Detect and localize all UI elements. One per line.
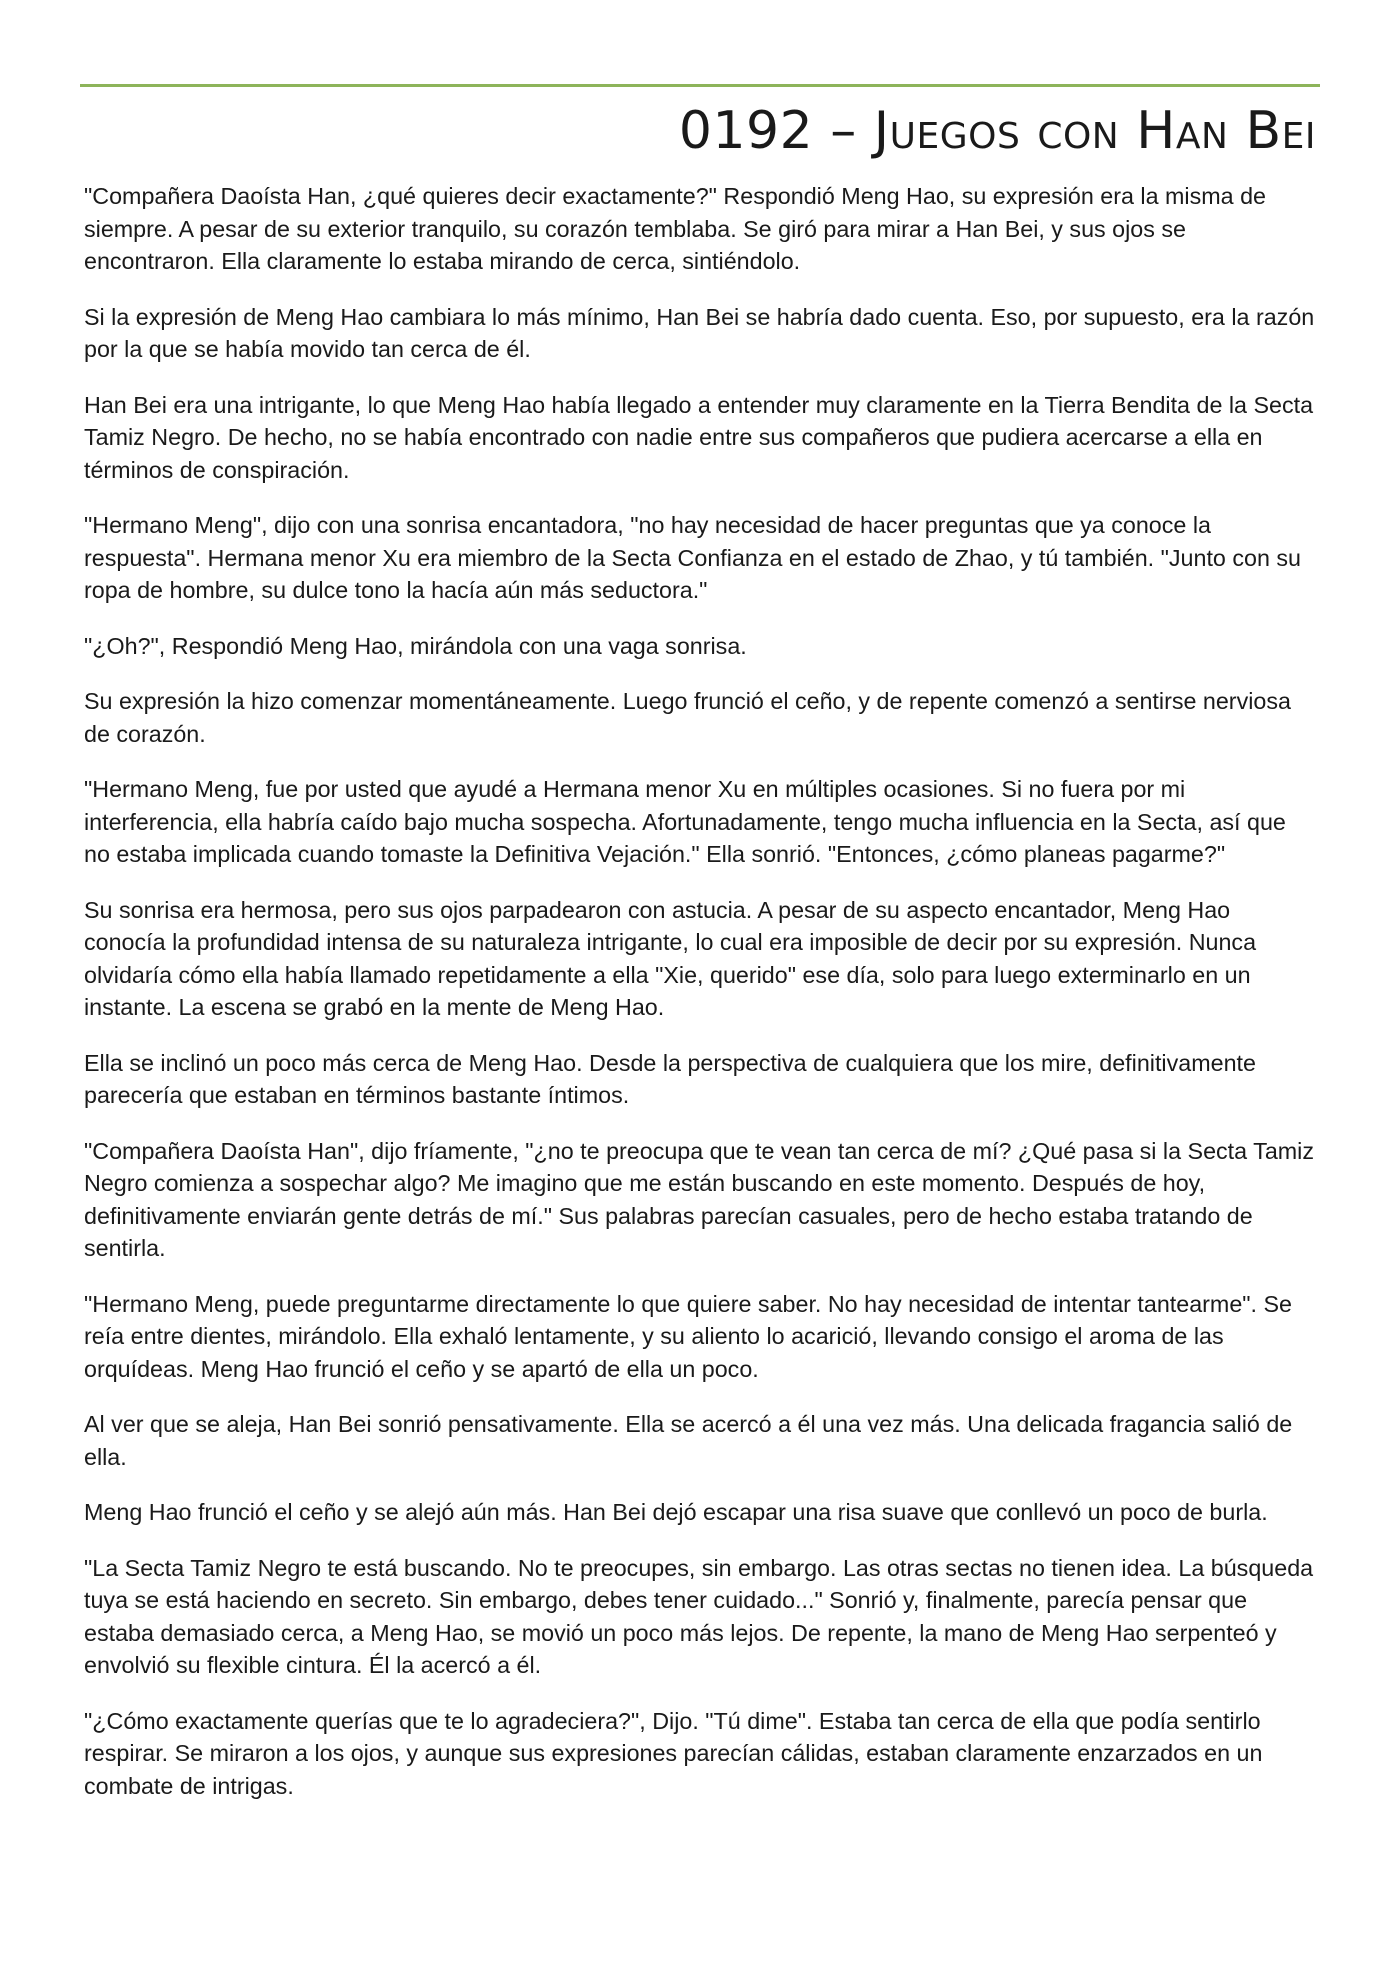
paragraph: Han Bei era una intrigante, lo que Meng Hao había llegado a entender muy claramente en la Tierra Bendita de la Secta Tamiz Negro. De hecho, no se había encontrado con nadie entre sus compañeros que pudiera acercarse a ella en términos de conspiración. xyxy=(84,391,1314,483)
paragraph: "Compañera Daoísta Han, ¿qué quieres decir exactamente?" Respondió Meng Hao, su expresión era la misma de siempre. A pesar de su exterior tranquilo, su corazón temblaba. Se giró para mirar a Han Bei, y sus ojos se encontraron. Ella claramente lo estaba mirando de cerca, sintiéndolo. xyxy=(84,183,1267,274)
header-rule xyxy=(80,84,1320,87)
chapter-title: 0192 – Juegos con Han Bei xyxy=(678,101,1316,161)
paragraph: "La Secta Tamiz Negro te está buscando. No te preocupes, sin embargo. Las otras sectas no tienen idea. La búsqueda tuya se está haciendo en secreto. Sin embargo, debes tener cuidado..." Sonrió y, finalmente, parecía pensar que estaba demasiado cerca, a Meng Hao, se movió un poco más lejos. De repente, la mano de Meng Hao serpenteó y envolvió su flexible cintura. Él la acercó a él. xyxy=(84,1554,1314,1678)
paragraph: Su sonrisa era hermosa, pero sus ojos parpadearon con astucia. A pesar de su aspecto encantador, Meng Hao conocía la profundidad intensa de su naturaleza intrigante, lo cual era imposible de decir por su expresión. Nunca olvidaría cómo ella había llamado repetidamente a ella "Xie, querido" ese día, solo para luego exterminarlo en un instante. La escena se grabó en la mente de Meng Hao. xyxy=(84,896,1257,1020)
paragraph: "¿Oh?", Respondió Meng Hao, mirándola con una vaga sonrisa. xyxy=(84,632,747,659)
chapter-body xyxy=(84,180,1316,1825)
paragraph: Si la expresión de Meng Hao cambiara lo más mínimo, Han Bei se habría dado cuenta. Eso, por supuesto, era la razón por la que se había movido tan cerca de él. xyxy=(84,303,1315,362)
paragraph: "Hermano Meng", dijo con una sonrisa encantadora, "no hay necesidad de hacer preguntas que ya conoce la respuesta". Hermana menor Xu era miembro de la Secta Confianza en el estado de Zhao, y tú también. "Junto con su ropa de hombre, su dulce tono la hacía aún más seductora." xyxy=(84,512,1302,603)
paragraph: Meng Hao frunció el ceño y se alejó aún más. Han Bei dejó escapar una risa suave que conllevó un poco de burla. xyxy=(84,1499,1268,1525)
paragraph: Su expresión la hizo comenzar momentáneamente. Luego frunció el ceño, y de repente comenzó a sentirse nerviosa de corazón. xyxy=(84,688,1291,747)
paragraph: "Compañera Daoísta Han", dijo fríamente, "¿no te preocupa que te vean tan cerca de mí? ¿Qué pasa si la Secta Tamiz Negro comienza a sospechar algo? Me imagino que me están buscando en este momento. Después de hoy, definitivamente enviarán gente detrás de mí." Sus palabras parecían casuales, pero de hecho estaba tratando de sentirla. xyxy=(84,1137,1315,1261)
paragraph: Ella se inclinó un poco más cerca de Meng Hao. Desde la perspectiva de cualquiera que los mire, definitivamente parecería que estaban en términos bastante íntimos. xyxy=(84,1049,1256,1108)
paragraph: "¿Cómo exactamente querías que te lo agradeciera?", Dijo. "Tú dime". Estaba tan cerca de ella que podía sentirlo respirar. Se miraron a los ojos, y aunque sus expresiones parecían cálidas, estaban claramente enzarzados en un combate de intrigas. xyxy=(84,1707,1263,1799)
paragraph: "Hermano Meng, fue por usted que ayudé a Hermana menor Xu en múltiples ocasiones. Si no fuera por mi interferencia, ella habría caído bajo mucha sospecha. Afortunadamente, tengo mucha influencia en la Secta, así que no estaba implicada cuando tomaste la Definitiva Vejación." Ella sonrió. "Entonces, ¿cómo planeas pagarme?" xyxy=(84,776,1286,867)
paragraph: "Hermano Meng, puede preguntarme directamente lo que quiere saber. No hay necesidad de intentar tantearme". Se reía entre dientes, mirándolo. Ella exhaló lentamente, y su aliento lo acarició, llevando consigo el aroma de las orquídeas. Meng Hao frunció el ceño y se apartó de ella un poco. xyxy=(84,1290,1293,1382)
paragraph: Al ver que se aleja, Han Bei sonrió pensativamente. Ella se acercó a él una vez más. Una delicada fragancia salió de ella. xyxy=(84,1411,1293,1470)
